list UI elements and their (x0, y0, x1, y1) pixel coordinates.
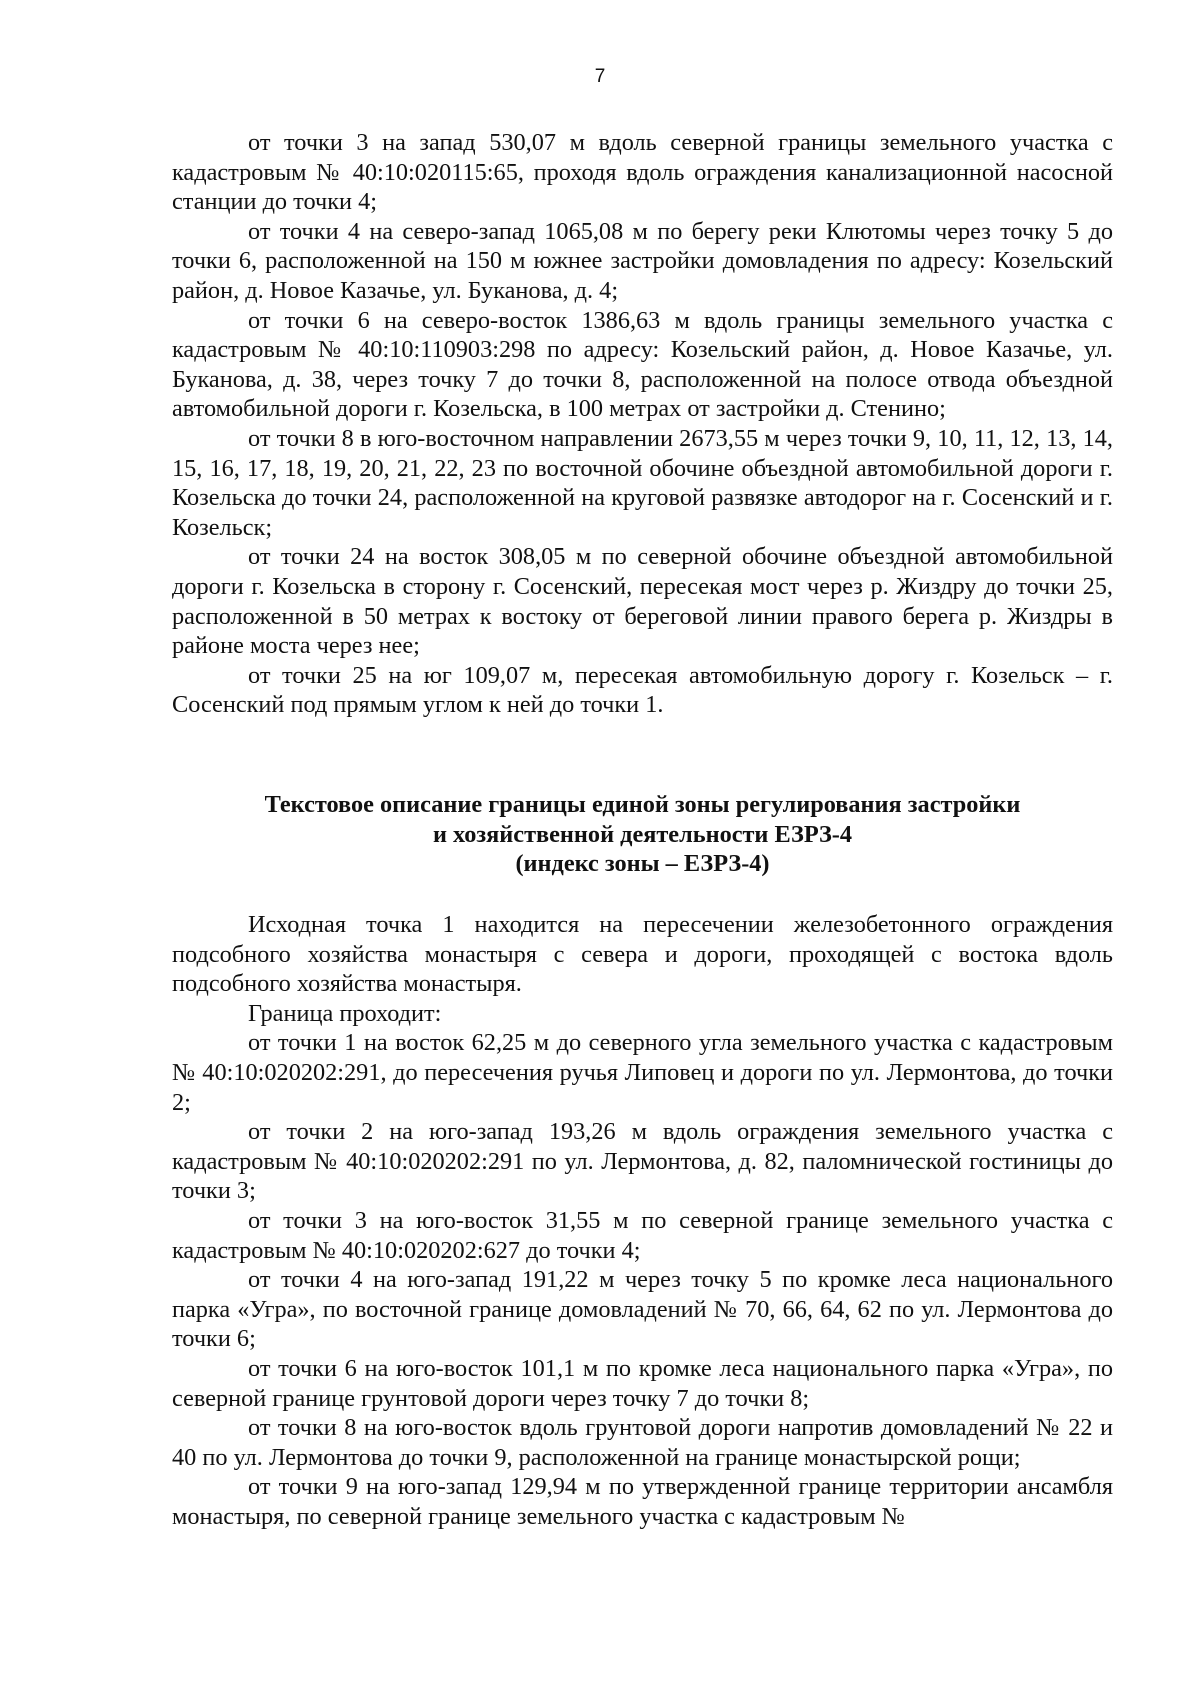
paragraph-point-3: от точки 3 на запад 530,07 м вдоль северной границы земельного участка с кадастровым № 40:10:020115:65, проходя вдоль ограждения канализационной насосной станции до точки 4; (172, 129, 1113, 216)
paragraph-ezrz-point-8: от точки 8 на юго-восток вдоль грунтовой дороги напротив домовладений № 22 и 40 по ул. Лермонтова до точки 9, расположенной на границе монастырской рощи; (172, 1414, 1113, 1471)
page-number: 7 (594, 66, 606, 87)
paragraph-point-6: от точки 6 на северо-восток 1386,63 м вдоль границы земельного участка с кадастровым № 40:10:110903:298 по адресу: Козельский район, д. Новое Казачье, ул. Буканова, д. 38, через точку 7 до точки 8, расположенной на полосе отвода объездной автомобильной дороги г. Козельска, в 100 метрах от застройки д. Стенино; (172, 306, 1113, 423)
heading-line-3: (индекс зоны – ЕЗРЗ-4) (515, 850, 770, 878)
paragraph-ezrz-point-2: от точки 2 на юго-запад 193,26 м вдоль ограждения земельного участка с кадастровым № 40:10:020202:291 по ул. Лермонтова, д. 82, паломнической гостиницы до точки 3; (172, 1118, 1113, 1205)
paragraph-ezrz-point-6: от точки 6 на юго-восток 101,1 м по кромке леса национального парка «Угра», по северной границе грунтовой дороги через точку 7 до точки 8; (172, 1354, 1113, 1412)
paragraph-point-4: от точки 4 на северо-запад 1065,08 м по берегу реки Клютомы через точку 5 до точки 6, расположенной на 150 м южнее застройки домовладения по адресу: Козельский район, д. Новое Казачье, ул. Буканова, д. 4; (172, 217, 1113, 304)
paragraph-point-8: от точки 8 в юго-восточном направлении 2673,55 м через точки 9, 10, 11, 12, 13, 14, 15, 16, 17, 18, 19, 20, 21, 22, 23 по восточной обочине объездной автомобильной дороги г. Козельска до точки 24, расположенной на круговой развязке автодорог на г. Сосенский и г. Козельск; (172, 424, 1113, 541)
top-text-block (172, 128, 1113, 720)
paragraph-ezrz-point-9: от точки 9 на юго-запад 129,94 м по утвержденной границе территории ансамбля монастыря, по северной границе земельного участка с кадастровым № (172, 1473, 1113, 1530)
paragraph-ezrz-point-1: от точки 1 на восток 62,25 м до северного угла земельного участка с кадастровым № 40:10:020202:291, до пересечения ручья Липовец и дороги по ул. Лермонтова, до точки 2; (172, 1029, 1113, 1116)
paragraph-ezrz-point-4: от точки 4 на юго-запад 191,22 м через точку 5 по кромке леса национального парка «Угра», по восточной границе домовладений № 70, 66, 64, 62 по ул. Лермонтова до точки 6; (172, 1266, 1113, 1353)
bottom-text-block (172, 910, 1113, 1531)
paragraph-boundary-intro: Граница проходит: (248, 999, 442, 1027)
paragraph-start-point: Исходная точка 1 находится на пересечении железобетонного ограждения подсобного хозяйства монастыря с севера и дороги, проходящей с востока вдоль подсобного хозяйства монастыря. (172, 911, 1113, 998)
paragraph-point-25: от точки 25 на юг 109,07 м, пересекая автомобильную дорогу г. Козельск – г. Сосенский под прямым углом к ней до точки 1. (172, 661, 1113, 719)
section-heading (172, 790, 1113, 879)
heading-line-2: и хозяйственной деятельности ЕЗРЗ-4 (432, 820, 853, 848)
paragraph-ezrz-point-3: от точки 3 на юго-восток 31,55 м по северной границе земельного участка с кадастровым № 40:10:020202:627 до точки 4; (172, 1206, 1113, 1264)
paragraph-point-24: от точки 24 на восток 308,05 м по северной обочине объездной автомобильной дороги г. Козельска в сторону г. Сосенский, пересекая мост через р. Жиздру до точки 25, расположенной в 50 метрах к востоку от береговой линии правого берега р. Жиздры в районе моста через нее; (172, 543, 1113, 660)
heading-line-1: Текстовое описание границы единой зоны регулирования застройки (264, 791, 1021, 818)
